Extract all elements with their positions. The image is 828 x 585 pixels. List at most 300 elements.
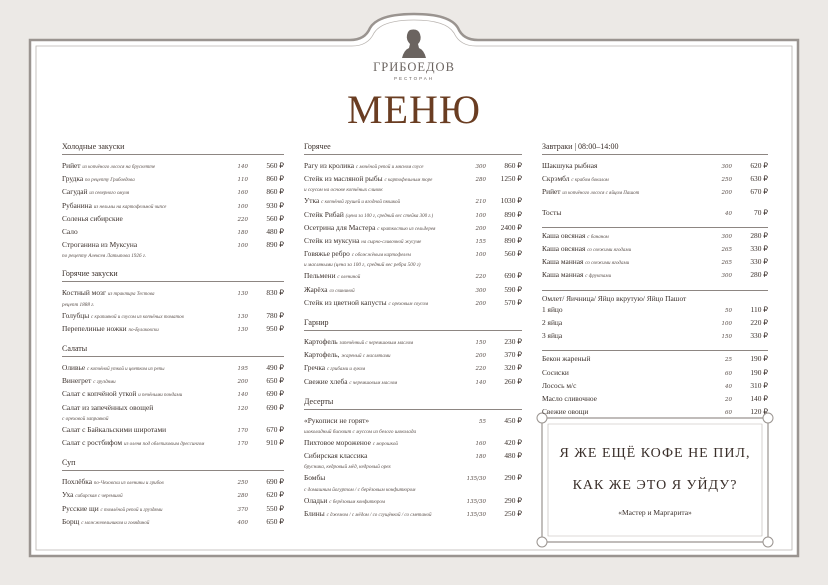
menu-item [542, 393, 768, 406]
item-price: 190 ₽ [750, 354, 768, 364]
item-description: с картофельным пюре [384, 178, 433, 184]
item-name: Гречка [304, 363, 326, 373]
item-name: Бекон жареный [542, 354, 591, 364]
item-price: 860 ₽ [266, 187, 284, 197]
menu-item [304, 495, 522, 508]
item-price: 70 ₽ [754, 207, 768, 217]
item-description: с копчёной уткой и цветком из репы [86, 367, 165, 373]
item-weight: 55 [479, 418, 486, 425]
item-name: Омлет/ Яичница/ Яйцо вкрутую/ Яйцо Пашот [542, 293, 687, 303]
menu-title: МЕНЮ [347, 87, 481, 132]
item-name: Сосиски [542, 367, 569, 377]
item-price: 2400 ₽ [500, 222, 522, 232]
menu-item [304, 195, 522, 208]
item-description: по-Булаковски [128, 327, 159, 333]
item-weight: 180 [475, 454, 486, 461]
quote-box [542, 418, 768, 542]
item-price: 650 ₽ [266, 376, 284, 386]
item-price: 450 ₽ [504, 415, 522, 425]
item-name-line [62, 186, 222, 199]
item-name-line [304, 235, 460, 248]
item-price: 110 ₽ [750, 304, 768, 314]
item-name: Салат с копчёной уткой [62, 389, 137, 399]
item-name-line [62, 323, 222, 336]
menu-item [62, 516, 284, 529]
quote-author: «Мастер и Маргарита» [618, 508, 692, 517]
item-price: 560 ₽ [266, 213, 284, 223]
item-description: по-Чеховски из оленины и грибов [93, 481, 164, 487]
section-gap [62, 450, 284, 458]
item-description: со свежими ягодами [587, 248, 632, 254]
item-name: Каша манная [542, 270, 584, 280]
item-name-line [62, 213, 222, 224]
section-title: Десерты [304, 397, 522, 410]
item-weight: 220 [237, 216, 248, 223]
item-price: 370 ₽ [504, 350, 522, 360]
item-weight: 135/30 [466, 476, 486, 483]
menu-item [542, 160, 768, 173]
menu-item [542, 380, 768, 393]
item-name: Салат с ростбифом [62, 438, 123, 448]
item-description: с бананом [587, 234, 609, 240]
item-price: 860 ₽ [504, 161, 522, 170]
item-name-line [304, 472, 460, 483]
item-name-line [542, 406, 706, 417]
item-description: с олениной [337, 275, 361, 281]
item-weight: 135/30 [466, 511, 486, 518]
item-gap [542, 200, 768, 207]
item-weight: 40 [725, 210, 732, 217]
item-name: Каша овсяная [542, 230, 586, 240]
item-name-line [542, 160, 706, 171]
item-name: Свежие хлеба [304, 376, 348, 386]
menu-item [62, 160, 284, 173]
item-weight: 170 [237, 427, 248, 434]
item-price: 560 ₽ [504, 249, 522, 259]
item-weight: 100 [475, 252, 486, 259]
item-name: Строганина из Муксуна [62, 240, 138, 250]
menu-item [304, 362, 522, 375]
item-description: по рецепту Грибоедова [85, 178, 135, 184]
item-weight: 300 [475, 287, 486, 294]
item-name: Голубцы [62, 310, 90, 320]
item-price: 930 ₽ [266, 200, 284, 210]
item-note: рецепт 1888 г. [62, 301, 95, 308]
item-weight: 150 [475, 340, 486, 347]
menu-item [542, 304, 768, 317]
item-name: Жарёха [304, 284, 328, 294]
section-title: Горячее [304, 142, 522, 155]
menu-item [62, 424, 284, 437]
item-price: 620 ₽ [750, 161, 768, 170]
item-name-line [542, 243, 706, 256]
item-weight: 20 [725, 397, 732, 404]
item-name: 3 яйца [542, 331, 563, 341]
item-price: 560 ₽ [266, 161, 284, 170]
item-name-line [542, 256, 706, 269]
menu-item [62, 226, 284, 239]
menu-item [304, 336, 522, 349]
item-name: Оливье [62, 363, 86, 373]
item-name: Рубанина [62, 200, 92, 210]
menu-item [304, 349, 522, 362]
item-price: 620 ₽ [266, 490, 284, 500]
item-weight: 200 [475, 300, 486, 307]
item-name-line [304, 160, 460, 173]
item-price: 480 ₽ [504, 451, 522, 461]
item-price: 1030 ₽ [500, 196, 522, 206]
item-name: Костный мозг [62, 288, 106, 298]
menu-item [62, 323, 284, 336]
item-name: 2 яйца [542, 318, 563, 328]
item-gap [542, 220, 768, 227]
item-name-line [62, 362, 222, 375]
item-weight: 130 [237, 313, 248, 320]
item-name: Блины [304, 508, 325, 518]
item-price: 550 ₽ [266, 503, 284, 513]
menu-item [62, 213, 284, 226]
item-description: из копчёного лосося на брускетте [82, 165, 156, 170]
item-weight: 160 [475, 441, 486, 448]
item-name-line [62, 310, 222, 323]
item-name-line [62, 239, 222, 250]
menu-item [542, 256, 768, 269]
item-price: 280 ₽ [750, 270, 768, 280]
item-price: 480 ₽ [266, 227, 284, 237]
menu-item [304, 209, 522, 222]
item-name-line [304, 415, 460, 426]
item-price: 910 ₽ [266, 438, 284, 448]
item-weight: 25 [725, 357, 732, 364]
item-weight: 265 [721, 260, 732, 267]
item-weight: 370 [237, 506, 248, 513]
item-weight: 200 [475, 353, 486, 360]
item-name: Сало [62, 227, 78, 237]
item-price: 1250 ₽ [500, 174, 522, 184]
item-name-line [62, 160, 222, 173]
item-note: с ореховой заправкой [62, 415, 109, 422]
menu-item [542, 207, 768, 220]
item-weight: 195 [237, 366, 248, 373]
item-weight: 300 [721, 164, 732, 170]
item-name: Каша овсяная [542, 244, 586, 254]
item-name-line [304, 195, 460, 208]
item-description: на сырно-сливочной жусуме [361, 240, 422, 246]
item-description: с джемом / с мёдом / со сгущёнкой / со сметаной [326, 512, 432, 518]
item-weight: 60 [725, 410, 732, 417]
item-name: Осетрина для Мастера [304, 222, 376, 232]
section-title: Завтраки | 08:00–14:00 [542, 142, 768, 155]
item-price: 260 ₽ [504, 376, 522, 386]
item-name: Стейк Рибай [304, 209, 344, 219]
item-name-line [304, 362, 460, 375]
item-price: 780 ₽ [266, 310, 284, 320]
menu-item [304, 297, 522, 310]
item-name: Стейк из масляной рыбы [304, 174, 383, 184]
item-description: жареный с маслятами [341, 354, 391, 360]
item-name: Оладьи [304, 495, 328, 505]
item-weight: 120 [237, 405, 248, 412]
item-name: Скрэмбл [542, 174, 570, 184]
item-name: Картофель, [304, 350, 340, 360]
menu-item [62, 476, 284, 489]
item-name-line [304, 349, 460, 362]
item-name: Соленья сибирские [62, 213, 123, 223]
item-price: 190 ₽ [750, 367, 768, 377]
item-price: 630 ₽ [750, 174, 768, 184]
menu-item [542, 227, 768, 243]
item-name: Перепелиные ножки [62, 323, 127, 333]
menu-item [304, 437, 522, 450]
item-name: Картофель [304, 337, 338, 347]
item-name-line [304, 284, 460, 297]
item-name-line [542, 186, 706, 199]
menu-item [304, 415, 522, 428]
item-name-line [304, 222, 460, 235]
menu-item [62, 437, 284, 450]
menu-item [304, 248, 522, 261]
item-price: 490 ₽ [266, 363, 284, 373]
section-title: Салаты [62, 344, 284, 357]
item-name: Лосось м/с [542, 380, 577, 390]
item-name-line [304, 173, 460, 186]
item-description: из копчёного лосося с яйцом Пашот [562, 191, 640, 197]
menu-item [542, 269, 768, 282]
item-price: 830 ₽ [266, 288, 284, 298]
item-price: 650 ₽ [266, 516, 284, 526]
item-name-line [542, 367, 706, 378]
item-description: запечённый с черемшовым маслом [339, 341, 414, 347]
item-name-line [62, 173, 222, 186]
item-weight: 200 [475, 225, 486, 232]
menu-item [304, 376, 522, 389]
item-weight: 135/30 [466, 498, 486, 505]
item-price: 670 ₽ [266, 424, 284, 434]
item-weight: 140 [475, 379, 486, 386]
item-note: и соусом на основе копчёных сливок [304, 187, 383, 194]
item-weight: 155 [475, 239, 486, 246]
item-weight: 400 [237, 519, 248, 526]
item-weight: 100 [237, 203, 248, 210]
section-title: Гарнир [304, 318, 522, 331]
menu-item [304, 472, 522, 485]
item-name-line [304, 248, 460, 261]
item-weight: 300 [721, 273, 732, 280]
menu-item [62, 388, 284, 401]
item-description: из трактира Тестова [107, 292, 155, 298]
section-gap [62, 336, 284, 344]
item-description: с берёзовым конфитюром [329, 499, 385, 505]
menu-item [62, 503, 284, 516]
item-description: с копчёной грушей и ягодной пюшкой [321, 200, 401, 206]
item-name: Уха [62, 490, 74, 500]
item-name: Стейк из цветной капусты [304, 297, 387, 307]
item-name-line [62, 200, 222, 213]
section-gap [62, 261, 284, 269]
item-price: 120 ₽ [750, 407, 768, 417]
item-name: Говяжье ребро [304, 249, 350, 259]
item-price: 690 ₽ [504, 271, 522, 281]
item-name: Стейк из муксуна [304, 236, 360, 246]
menu-item [304, 508, 522, 521]
item-name: Рагу из кролика [304, 161, 354, 170]
item-weight: 200 [721, 190, 732, 197]
item-name-line [304, 376, 460, 389]
item-note: и масляными (цена за 100 г, средний вес ребра 500 г) [304, 262, 421, 269]
item-name: Тосты [542, 207, 562, 217]
brand-name: ГРИБОЕДОВ [373, 60, 455, 74]
item-price: 310 ₽ [750, 380, 768, 390]
menu-item [542, 330, 768, 343]
item-price: 290 ₽ [504, 473, 522, 483]
item-description: из оленя под облепиховым дрессингом [123, 442, 205, 448]
item-price: 230 ₽ [504, 337, 522, 347]
item-description: с обожжёным картофелем [351, 253, 411, 259]
menu-item [542, 317, 768, 330]
item-name: Борщ [62, 516, 80, 526]
item-price: 590 ₽ [504, 284, 522, 294]
item-name-line [542, 293, 706, 304]
item-description: с крабом бокалом [571, 178, 609, 184]
item-note: с домашним йогуртом / с берёзовым конфитюром [304, 486, 416, 493]
menu-item [304, 173, 522, 186]
brand-logo [364, 28, 464, 81]
item-price: 890 ₽ [504, 209, 522, 219]
item-weight: 280 [237, 493, 248, 500]
item-price: 670 ₽ [750, 187, 768, 197]
item-weight: 110 [237, 177, 248, 184]
quote-line-2: КАК ЖЕ ЭТО Я УЙДУ? [572, 478, 738, 493]
item-weight: 130 [237, 326, 248, 333]
item-name-line [62, 476, 222, 489]
item-gap [542, 343, 768, 350]
item-name-line [62, 503, 222, 516]
item-description: со свининой [329, 288, 355, 294]
quote-line-1: Я ЖЕ ЕЩЁ КОФЕ НЕ ПИЛ, [559, 446, 751, 461]
menu-column-center [304, 142, 522, 521]
item-description: с краткостью из сельдерея [377, 226, 436, 232]
item-price: 890 ₽ [266, 240, 284, 250]
item-name-line [62, 489, 222, 502]
bust-icon [402, 28, 426, 58]
item-name: Пельмени [304, 271, 336, 281]
item-name-line [304, 336, 460, 349]
item-name: Сагудай [62, 187, 88, 197]
item-note: по рецепту Алексея Латыпова 1926 г. [62, 253, 147, 260]
menu-item [542, 350, 768, 366]
brand-subtitle: РЕСТОРАН [393, 76, 435, 81]
menu-column-right [542, 142, 768, 419]
item-price: 950 ₽ [266, 323, 284, 333]
item-gap [542, 283, 768, 290]
item-name: Бомбы [304, 473, 326, 483]
menu-item [304, 235, 522, 248]
menu-item [62, 402, 284, 415]
item-name-line [62, 226, 222, 237]
item-price: 330 ₽ [750, 244, 768, 254]
item-description: и печёными пондами [138, 393, 183, 399]
item-note: брусника, кедровый мёд, кедровый орех [304, 464, 391, 471]
item-weight: 210 [475, 199, 486, 206]
item-price: 690 ₽ [266, 389, 284, 399]
section-gap [304, 389, 522, 397]
item-name: Утка [304, 196, 320, 206]
item-weight: 220 [475, 366, 486, 373]
item-name: Каша манная [542, 257, 584, 267]
item-name-line [542, 207, 706, 218]
item-name-line [542, 393, 706, 404]
menu-item [62, 362, 284, 375]
menu-item [62, 239, 284, 252]
item-name-line [542, 173, 706, 186]
item-name-line [304, 270, 460, 283]
menu-item [62, 287, 284, 300]
item-description: из нельмы на картофельной чипсе [93, 204, 167, 210]
item-name-line [542, 380, 706, 391]
menu-item [542, 173, 768, 186]
item-price: 890 ₽ [504, 236, 522, 246]
item-name-line [62, 287, 222, 300]
item-name: Пихтовое мороженое [304, 438, 371, 448]
item-price: 690 ₽ [266, 402, 284, 412]
item-name: Салат из запечённых овощей [62, 402, 154, 412]
menu-item [304, 222, 522, 235]
item-name-line [542, 353, 706, 364]
item-name-line [62, 402, 222, 413]
item-name-line [304, 508, 460, 521]
item-name-line [542, 230, 706, 243]
item-description: с фруктами [585, 274, 612, 280]
item-name-line [304, 297, 460, 310]
item-price: 570 ₽ [504, 297, 522, 307]
item-weight: 130 [237, 291, 248, 298]
item-weight: 250 [721, 177, 732, 184]
item-name: Сибирская классика [304, 451, 368, 461]
item-weight: 280 [475, 177, 486, 184]
item-price: 690 ₽ [266, 477, 284, 487]
item-weight: 200 [237, 379, 248, 386]
item-description: сибирская с черемшой [75, 494, 123, 500]
menu-item [62, 173, 284, 186]
item-description: с ореховым соусом [388, 301, 429, 307]
menu-item [304, 160, 522, 173]
item-description: с мочёной репой и мясном соусе [355, 165, 424, 170]
item-description: с грибами и луком [326, 367, 366, 373]
item-weight: 60 [725, 370, 732, 377]
item-weight: 250 [237, 480, 248, 487]
item-price: 280 ₽ [750, 230, 768, 240]
menu-item [304, 284, 522, 297]
item-name-line [542, 317, 706, 328]
item-weight: 140 [237, 164, 248, 170]
item-description: с морошкой [372, 442, 398, 448]
item-weight: 220 [475, 274, 486, 281]
item-name-line [542, 269, 706, 282]
menu-item [304, 450, 522, 463]
item-name-line [304, 495, 460, 508]
item-price: 250 ₽ [504, 508, 522, 518]
item-note: шоколадный бисквит с муссом из белого шоколада [304, 429, 417, 436]
menu-item [542, 243, 768, 256]
item-name-line [304, 437, 460, 450]
item-description: с груздями [93, 380, 116, 386]
item-name: Свежие овощи [542, 407, 589, 417]
item-name: Винегрет [62, 376, 92, 386]
menu-item [542, 186, 768, 199]
item-weight: 300 [721, 233, 732, 240]
menu-item [62, 186, 284, 199]
menu-item [304, 270, 522, 283]
